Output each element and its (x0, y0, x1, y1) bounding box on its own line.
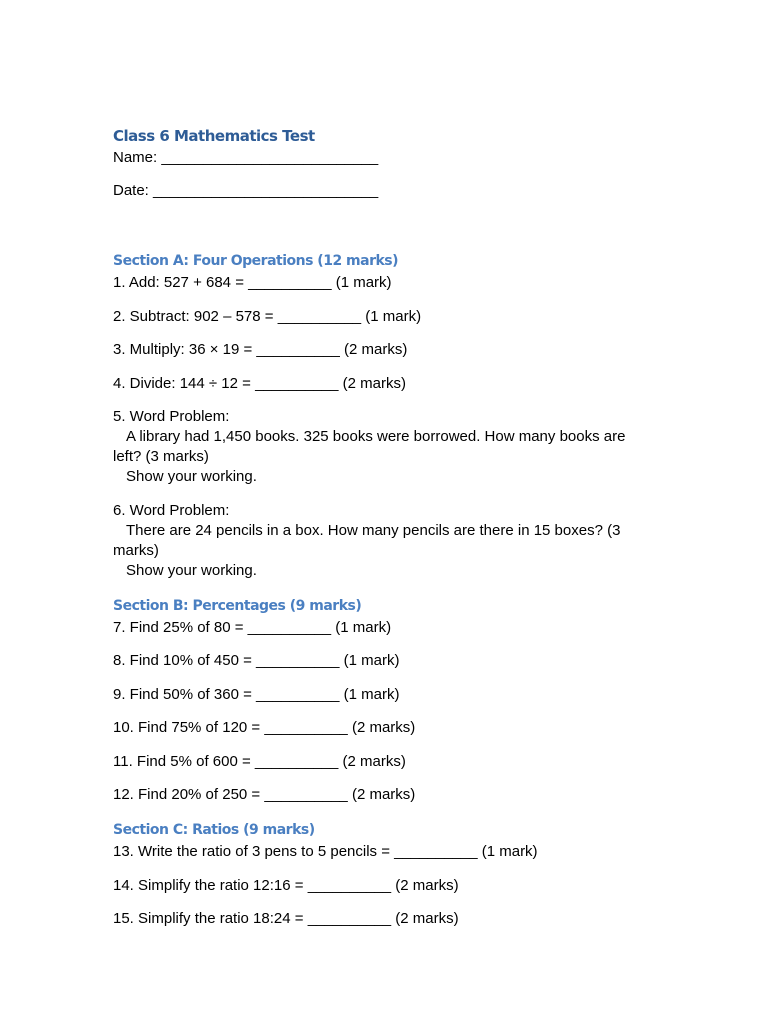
date-field: Date: ___________________________ (113, 182, 379, 199)
document-body (113, 126, 633, 929)
question-5-working (113, 467, 633, 487)
question-5-line-1: A library had 1,450 books. 325 books were borrowed. How many books are (126, 428, 626, 445)
name-field: Name: __________________________ (113, 149, 379, 166)
question-11: 11. Find 5% of 600 = __________ (2 marks) (113, 752, 406, 770)
question-5 (113, 407, 633, 487)
question-5-line-2: left? (3 marks) (113, 448, 209, 465)
section-b-heading: Section B: Percentages (9 marks) (113, 597, 362, 614)
question-2: 2. Subtract: 902 – 578 = __________ (1 mark) (113, 307, 422, 325)
question-6-working-note: Show your working. (126, 561, 257, 579)
question-9: 9. Find 50% of 360 = __________ (1 mark) (113, 685, 400, 703)
question-14: 14. Simplify the ratio 12:16 = __________ (2 marks) (113, 876, 459, 894)
question-15: 15. Simplify the ratio 18:24 = __________ (2 marks) (113, 910, 459, 927)
question-3: 3. Multiply: 36 × 19 = __________ (2 marks) (113, 341, 408, 358)
question-4: 4. Divide: 144 ÷ 12 = __________ (2 marks) (113, 374, 406, 392)
question-8: 8. Find 10% of 450 = __________ (1 mark) (113, 652, 400, 669)
question-6-line-1: There are 24 pencils in a box. How many pencils are there in 15 boxes? (3 (126, 521, 621, 539)
question-6 (113, 501, 633, 581)
question-6-line-2: marks) (113, 541, 159, 559)
document-title: Class 6 Mathematics Test (113, 127, 315, 145)
question-1: 1. Add: 527 + 684 = __________ (1 mark) (113, 274, 392, 291)
question-13: 13. Write the ratio of 3 pens to 5 pencils = __________ (1 mark) (113, 843, 538, 860)
question-5-title: 5. Word Problem: (113, 408, 230, 425)
section-a-heading: Section A: Four Operations (12 marks) (113, 253, 399, 269)
question-6-text (113, 521, 633, 541)
question-6-title: 6. Word Problem: (113, 501, 230, 519)
question-12: 12. Find 20% of 250 = __________ (2 marks) (113, 786, 416, 803)
question-5-working-note: Show your working. (126, 468, 257, 485)
section-c-heading: Section C: Ratios (9 marks) (113, 822, 315, 838)
question-6-working (113, 561, 633, 581)
question-10: 10. Find 75% of 120 = __________ (2 marks) (113, 719, 416, 736)
question-5-text (113, 427, 633, 447)
question-7: 7. Find 25% of 80 = __________ (1 mark) (113, 618, 392, 636)
